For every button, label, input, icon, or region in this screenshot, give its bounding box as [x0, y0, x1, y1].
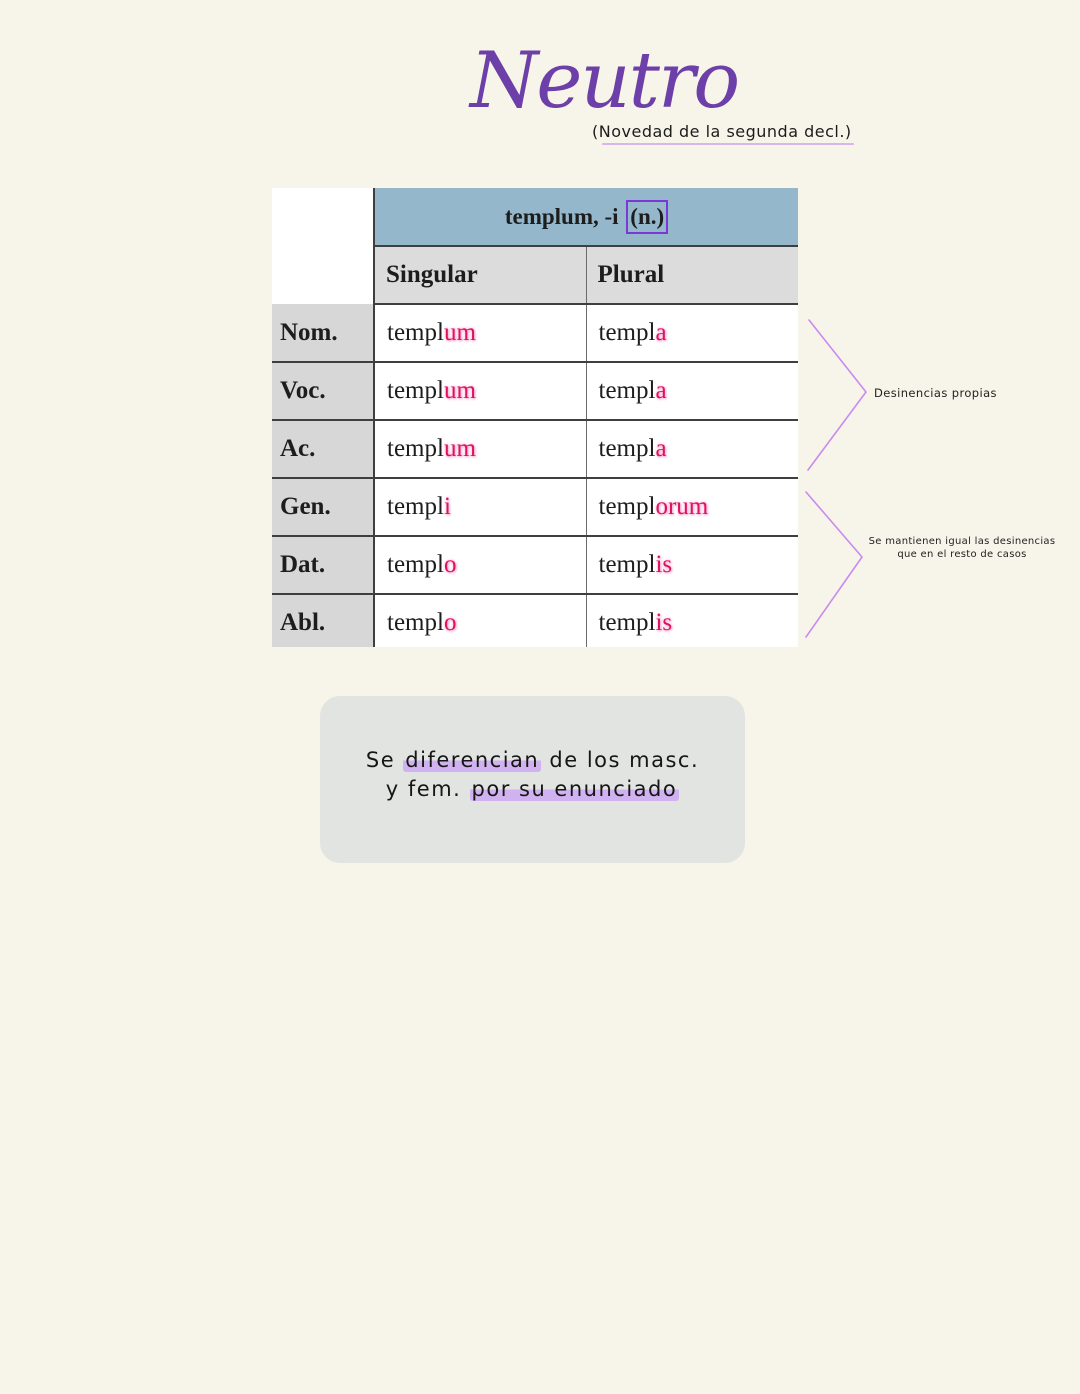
column-header-plural: Plural — [586, 246, 798, 304]
ending: a — [655, 319, 667, 346]
highlighted-text: por su enunciado — [471, 777, 678, 801]
stem: templ — [387, 609, 444, 636]
ending: um — [443, 319, 476, 346]
bracket-same-endings — [806, 492, 862, 637]
stem: templ — [598, 319, 656, 346]
callout-line-2 — [320, 775, 745, 804]
ending: a — [655, 435, 667, 462]
subtitle-underline — [602, 143, 854, 145]
case-label: Voc. — [272, 362, 374, 420]
table-row — [272, 478, 798, 536]
highlighted-text: diferencian — [405, 748, 540, 772]
stem: templ — [598, 551, 656, 578]
plural-form — [586, 362, 798, 420]
case-label: Dat. — [272, 536, 374, 594]
stem: templ — [598, 609, 656, 636]
table-row — [272, 594, 798, 647]
stem: templ — [598, 377, 656, 404]
ending: o — [443, 551, 457, 578]
table-corner-cell — [272, 188, 374, 304]
page-title: Neutro — [470, 36, 739, 126]
stem: templ — [598, 493, 656, 520]
case-label: Gen. — [272, 478, 374, 536]
stem: templ — [387, 551, 444, 578]
singular-form — [374, 304, 586, 362]
stem: templ — [387, 435, 444, 462]
table-row — [272, 420, 798, 478]
case-label: Abl. — [272, 594, 374, 647]
declension-table-image — [272, 188, 798, 647]
note-same-endings: Se mantienen igual las desinencias que en el resto de casos — [868, 536, 1056, 560]
note-own-endings: Desinencias propias — [874, 386, 997, 400]
summary-callout — [320, 696, 745, 863]
table-row — [272, 536, 798, 594]
stem: templ — [387, 493, 444, 520]
ending: is — [655, 551, 673, 578]
callout-line-1 — [320, 746, 745, 775]
table-row — [272, 362, 798, 420]
singular-form — [374, 536, 586, 594]
singular-form — [374, 594, 586, 647]
ending: orum — [655, 493, 709, 520]
ending: o — [443, 609, 457, 636]
callout-text: Se — [365, 748, 404, 772]
case-label: Ac. — [272, 420, 374, 478]
stem: templ — [387, 319, 444, 346]
plural-form — [586, 594, 798, 647]
bracket-icon — [800, 310, 880, 650]
bracket-own-endings — [808, 320, 866, 470]
column-header-singular: Singular — [374, 246, 586, 304]
lemma-text: templum, -i — [504, 203, 619, 229]
page-subtitle: (Novedad de la segunda decl.) — [592, 122, 852, 141]
plural-form — [586, 536, 798, 594]
lemma-gender-box: (n.) — [626, 200, 668, 234]
table-row — [272, 304, 798, 362]
case-label: Nom. — [272, 304, 374, 362]
singular-form — [374, 478, 586, 536]
plural-form — [586, 478, 798, 536]
ending: um — [443, 435, 476, 462]
plural-form — [586, 420, 798, 478]
plural-form — [586, 304, 798, 362]
lemma-cell — [374, 188, 798, 246]
stem: templ — [387, 377, 444, 404]
ending: a — [655, 377, 667, 404]
ending: i — [443, 493, 451, 520]
ending: is — [655, 609, 673, 636]
table-header-row — [272, 188, 798, 246]
callout-text: y fem. — [385, 777, 470, 801]
declension-table — [272, 188, 798, 647]
callout-text: de los masc. — [541, 748, 700, 772]
ending: um — [443, 377, 476, 404]
singular-form — [374, 362, 586, 420]
singular-form — [374, 420, 586, 478]
stem: templ — [598, 435, 656, 462]
